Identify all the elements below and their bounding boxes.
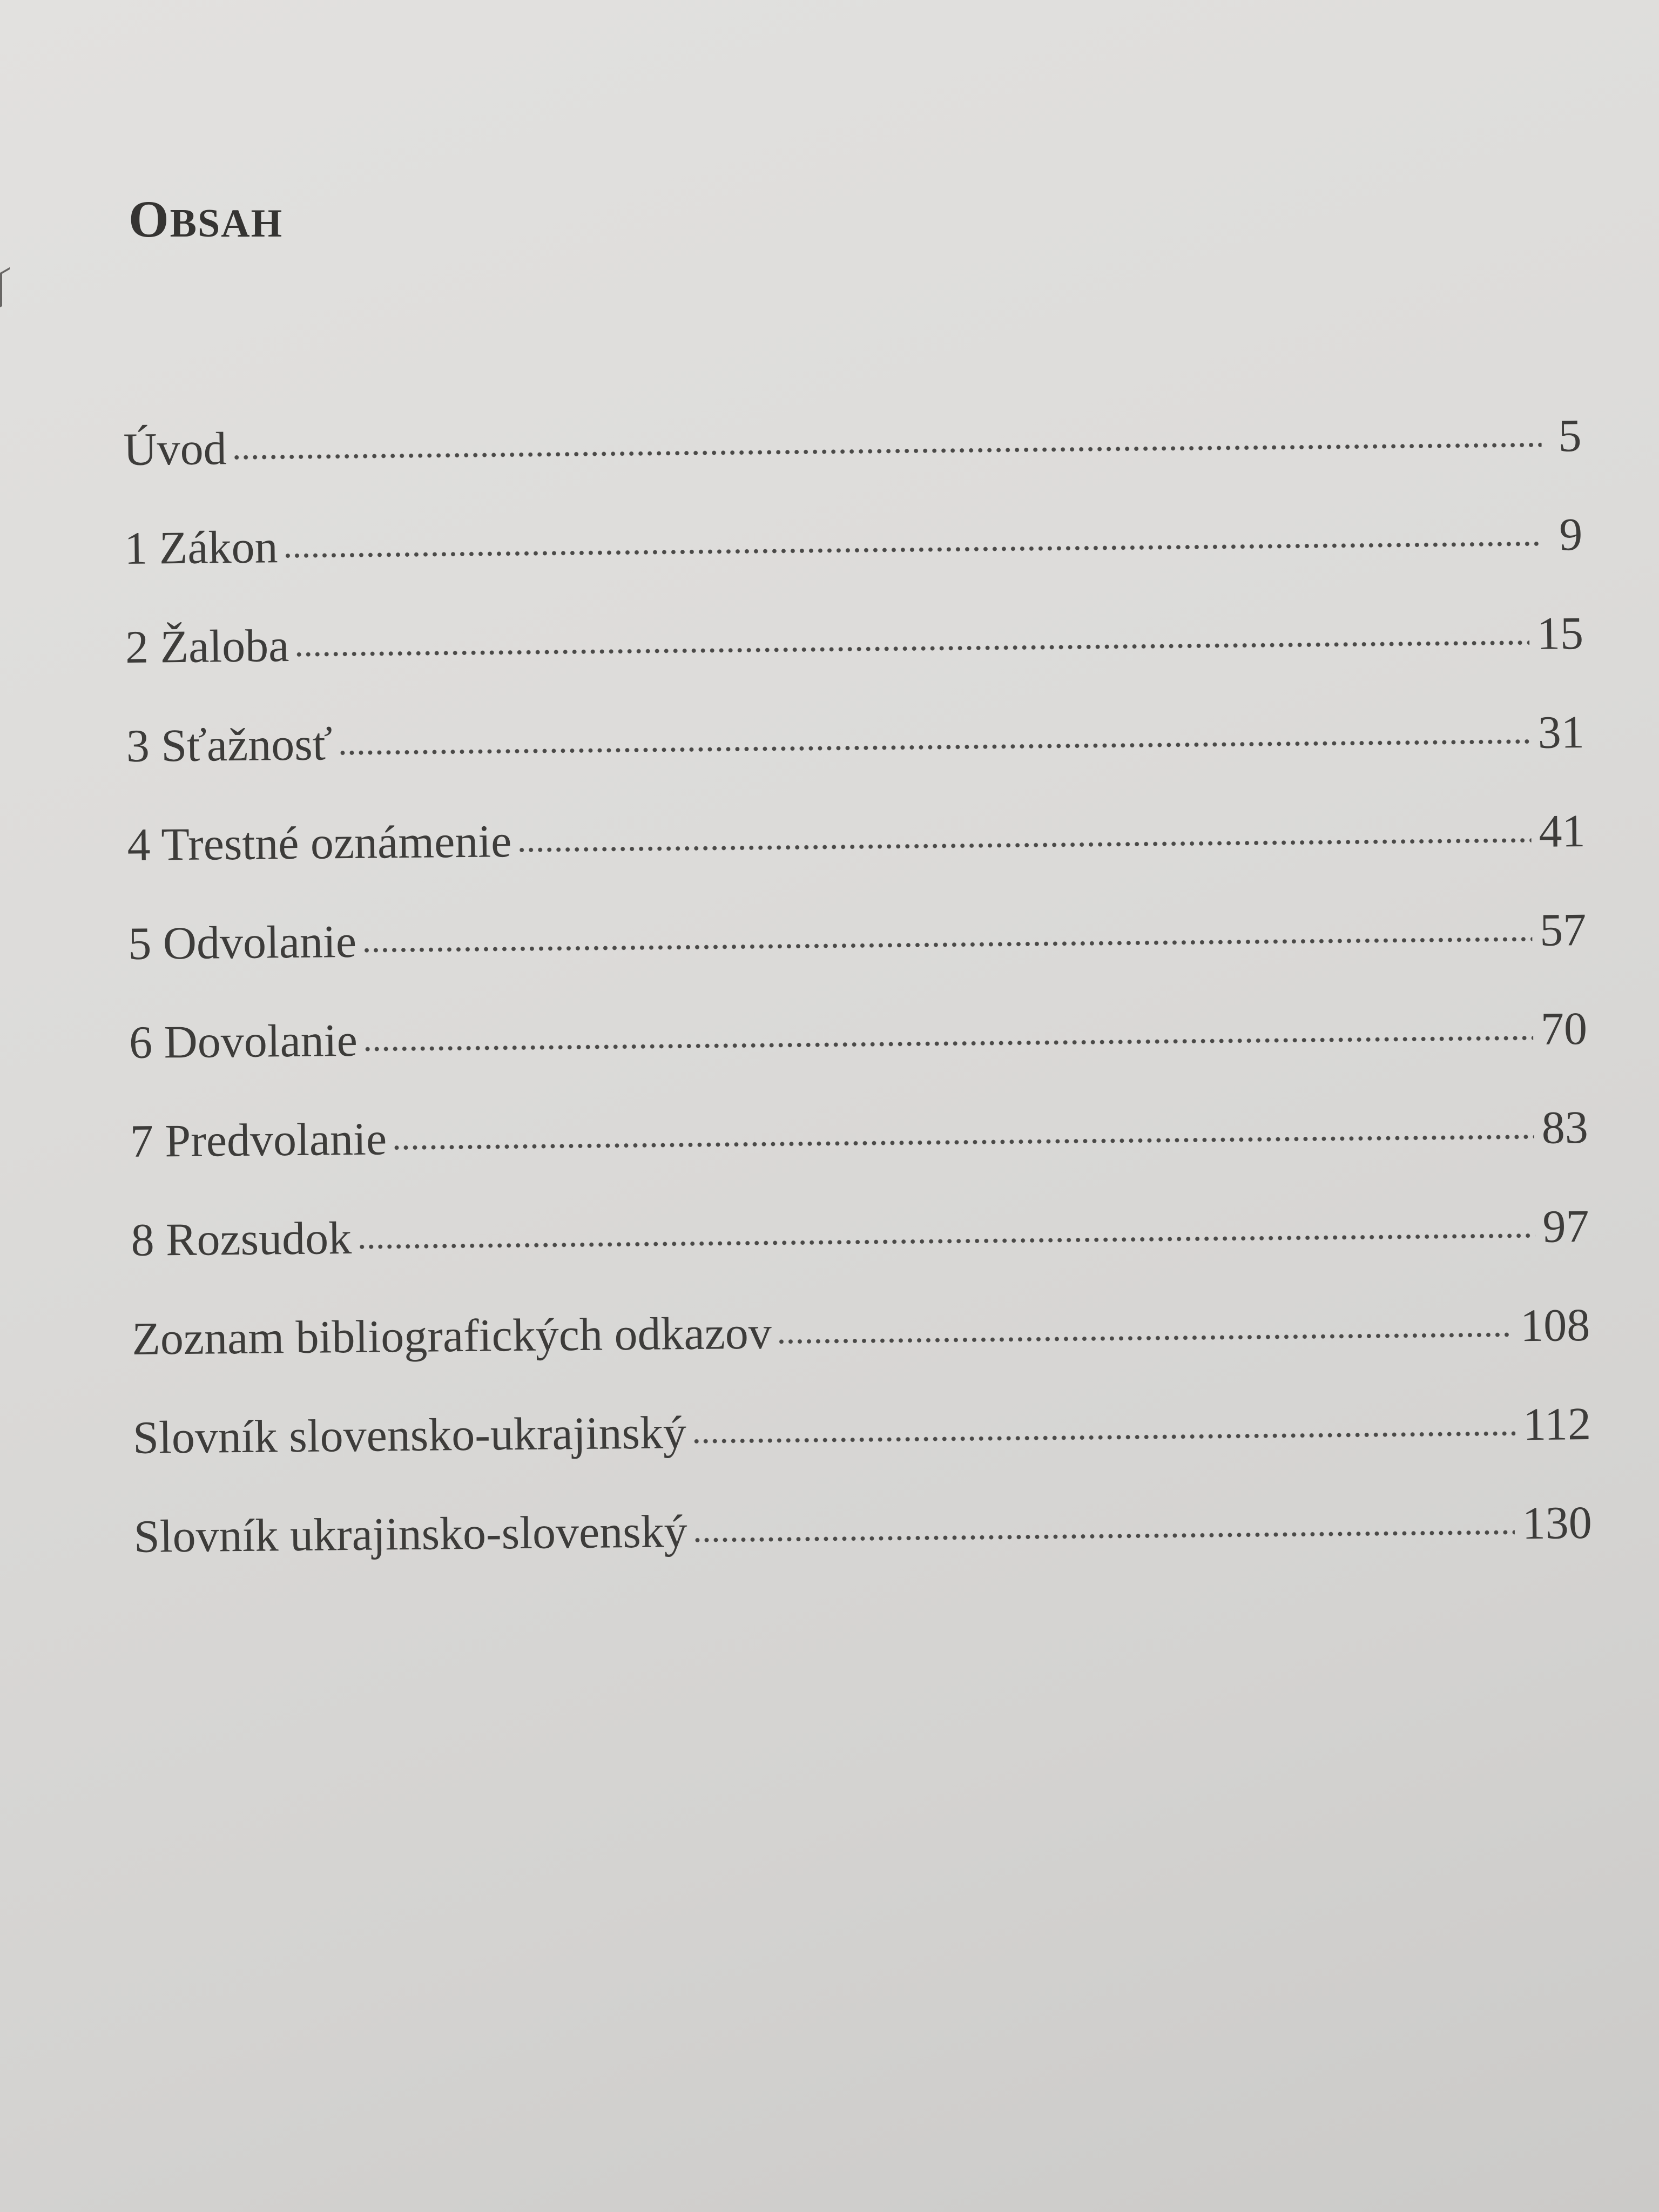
toc-entry-title: 3 Sťažnosť [126, 718, 333, 772]
toc-entry [129, 997, 1588, 1110]
toc-entry-title: 2 Žaloba [125, 619, 289, 673]
toc-entry [133, 1393, 1592, 1506]
toc-entry-title: Slovník slovensko-ukrajinský [132, 1406, 687, 1464]
toc-entry [125, 602, 1584, 715]
page-edge-mark [0, 267, 10, 307]
table-of-contents [123, 404, 1593, 1604]
toc-entry-title: Úvod [123, 422, 227, 475]
toc-entry [126, 701, 1585, 814]
page-title-rest: BSAH [170, 201, 284, 246]
toc-entry [127, 800, 1586, 913]
toc-entry [128, 899, 1587, 1011]
toc-dot-leader [517, 797, 1532, 853]
toc-entry [131, 1195, 1590, 1308]
toc-entry-title: 6 Dovolanie [129, 1014, 358, 1068]
toc-entry-title: Zoznam bibliografických odkazov [131, 1306, 772, 1365]
toc-dot-leader [777, 1291, 1513, 1345]
page-title-initial: O [129, 190, 170, 248]
toc-entry-page: 15 [1536, 607, 1584, 659]
toc-entry-page: 108 [1520, 1299, 1590, 1352]
toc-entry-page: 31 [1537, 706, 1585, 758]
toc-entry-page: 41 [1538, 805, 1586, 857]
toc-entry [132, 1294, 1591, 1407]
toc-entry-title: 1 Zákon [124, 521, 278, 574]
toc-entry-page: 57 [1539, 903, 1587, 956]
toc-entry-title: 7 Predvolanie [130, 1112, 387, 1167]
toc-entry-title: 4 Trestné oznámenie [127, 815, 512, 871]
toc-dot-leader [691, 1390, 1515, 1445]
toc-entry-page: 5 [1557, 409, 1582, 462]
toc-entry [123, 404, 1582, 517]
page-title [129, 189, 283, 249]
toc-entry-title: Slovník ukrajinsko-slovenský [133, 1505, 688, 1562]
toc-entry-title: 8 Rozsudok [131, 1212, 352, 1266]
toc-entry [130, 1096, 1589, 1209]
toc-entry-page: 112 [1522, 1397, 1591, 1451]
toc-entry-title: 5 Odvolanie [127, 915, 357, 969]
toc-entry-page: 70 [1540, 1002, 1588, 1055]
toc-entry-page: 130 [1522, 1496, 1593, 1549]
toc-entry-page: 97 [1542, 1200, 1589, 1252]
toc-entry-page: 9 [1559, 508, 1583, 561]
toc-entry [124, 503, 1583, 616]
toc-dot-leader [692, 1489, 1515, 1543]
toc-entry [133, 1492, 1593, 1604]
toc-dot-leader [232, 402, 1542, 461]
toc-entry-page: 83 [1541, 1101, 1589, 1154]
